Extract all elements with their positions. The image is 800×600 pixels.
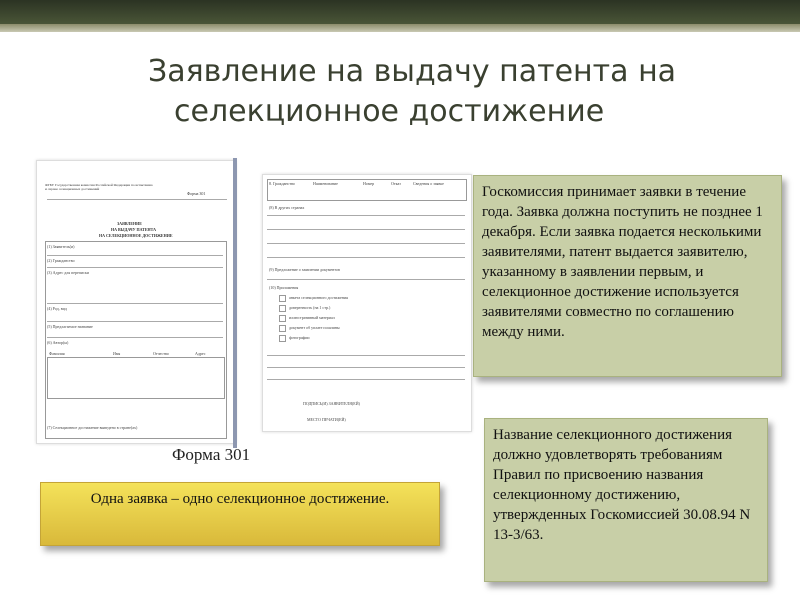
form-field-7: (7) Селекционное достижение выведено в стране(ах) <box>47 425 138 430</box>
top-bar-accent <box>0 24 800 32</box>
form-line <box>267 215 465 216</box>
form-line <box>267 257 465 258</box>
form2-signature: ПОДПИСЬ(И) ЗАЯВИТЕЛЯ(ЕЙ) <box>303 401 360 406</box>
form-heading-3: НА СЕЛЕКЦИОННОЕ ДОСТИЖЕНИЕ <box>99 233 173 238</box>
gold-note-text: Одна заявка – одно селекционное достижение. <box>90 491 390 507</box>
form2-col4: Отказ <box>391 181 401 186</box>
form2-col2: Наименование <box>313 181 338 186</box>
green-info-box-1 <box>473 175 782 377</box>
checkbox <box>279 315 286 322</box>
form-line <box>47 199 227 200</box>
checkbox <box>279 325 286 332</box>
form-col-surname: Фамилия <box>49 351 65 356</box>
form-line <box>267 367 465 368</box>
form2-col5: Сведения о заявке <box>413 181 444 186</box>
form2-seal: МЕСТО ПЕЧАТИ(ЕЙ) <box>307 417 346 422</box>
form-page-edge <box>233 158 237 448</box>
form-col-name: Имя <box>113 351 121 356</box>
form-page-2-image <box>262 174 472 432</box>
form-caption: Форма 301 <box>172 445 251 464</box>
form-line <box>47 255 223 256</box>
form-line <box>47 337 223 338</box>
form-field-2: (2) Гражданство <box>47 258 75 263</box>
form2-row3: (10) Приложения <box>269 285 299 290</box>
form-line <box>267 243 465 244</box>
top-bar <box>0 0 800 24</box>
form-heading-1: ЗАЯВЛЕНИЕ <box>117 221 142 226</box>
green-info-text-1: Госкомиссия принимает заявки в течение года. Заявка должна поступить не позднее 1 декабря. Если заявка подается несколькими заявителями, патент выдается заявителю, указанному в заявлении первым, и селекционное достижение используется заявителями совместно по соглашению между ними. <box>482 184 763 340</box>
form-field-6: (6) Автор(ы) <box>47 340 69 345</box>
form2-col3: Номер <box>363 181 375 186</box>
form2-att2: доверенность (на 1 стр.) <box>289 305 331 310</box>
form-table <box>47 357 225 399</box>
form2-att4: документ об уплате пошлины <box>289 325 340 330</box>
checkbox <box>279 295 286 302</box>
form2-row1: (8) В других странах <box>269 205 305 210</box>
form2-col1: 8. Гражданство <box>269 181 295 186</box>
form-field-3: (3) Адрес для переписки <box>47 270 89 275</box>
form-number: Форма 301 <box>187 191 206 196</box>
gold-note-box <box>40 482 440 546</box>
form2-row2: (9) Предложение о заявлении документов <box>269 267 340 272</box>
form2-att5: фотографии <box>289 335 310 340</box>
form-line <box>267 229 465 230</box>
form-line <box>267 355 465 356</box>
form-line <box>47 303 223 304</box>
form-line <box>267 279 465 280</box>
form-line <box>47 321 223 322</box>
slide-title <box>120 52 760 132</box>
form-line <box>267 379 465 380</box>
green-info-box-2 <box>484 418 768 582</box>
green-info-text-2: Название селекционного достижения должно удовлетворять требованиям Правил по присвоению названия селекционному достижению, утвержденных Госкомиссией 30.08.94 N 13-3/63. <box>493 427 751 543</box>
slide-title-line2: селекционное достижение <box>174 94 605 129</box>
form-page-1-image <box>36 160 236 444</box>
form-field-4: (4) Род, вид <box>47 306 67 311</box>
form-agency: ФГБУ Государственная комиссия Российской Федерации по испытанию и охране селекционных достижений <box>45 183 153 191</box>
form-field-1: (1) Заявитель(и) <box>47 244 75 249</box>
form-heading-2: НА ВЫДАЧУ ПАТЕНТА <box>111 227 156 232</box>
slide-title-line1: Заявление на выдачу патента на <box>148 54 677 89</box>
form-col-patronymic: Отчество <box>153 351 169 356</box>
form2-att3: иллюстративный материал <box>289 315 335 320</box>
form2-att1: анкета селекционного достижения <box>289 295 348 300</box>
checkbox <box>279 305 286 312</box>
checkbox <box>279 335 286 342</box>
form-col-address: Адрес <box>195 351 206 356</box>
form-field-5: (5) Предлагаемое название <box>47 324 93 329</box>
form-line <box>47 267 223 268</box>
